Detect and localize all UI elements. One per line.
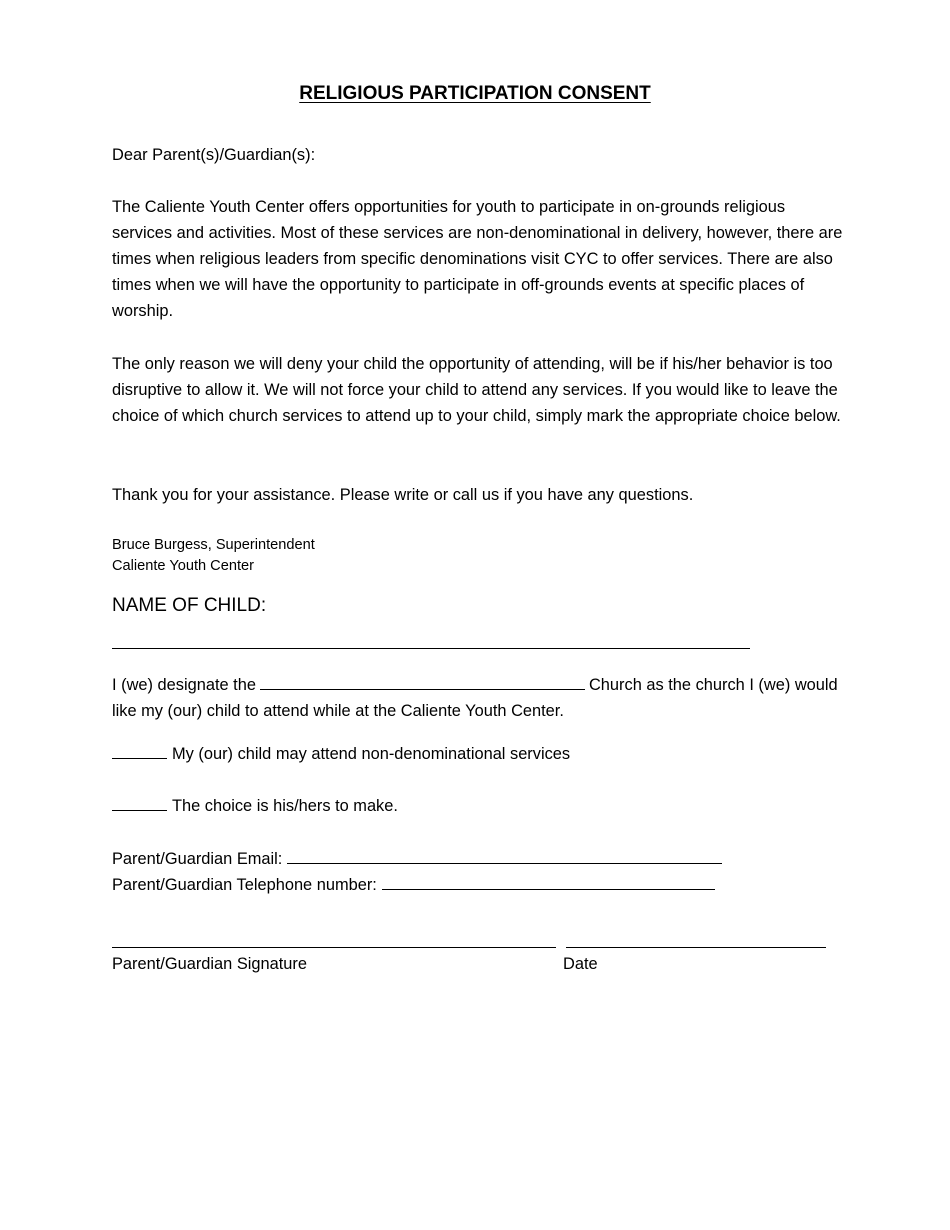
date-field[interactable] — [566, 947, 826, 948]
nondenominational-mark-field[interactable] — [112, 744, 167, 759]
signature-field[interactable] — [112, 947, 556, 948]
designate-suffix: Church as the church I (we) would like my (our) child to attend while at the Caliente Youth Center. — [112, 676, 838, 720]
email-field[interactable] — [287, 849, 722, 864]
child-choice-mark-field[interactable] — [112, 796, 167, 811]
child-name-label: NAME OF CHILD: — [112, 595, 267, 616]
salutation: Dear Parent(s)/Guardian(s): — [112, 146, 316, 164]
church-designation-statement — [112, 672, 847, 724]
policy-paragraph: The only reason we will deny your child the opportunity of attending, will be if his/her behavior is too disruptive to allow it. We will not force your child to attend any services. If you would like to leave the choice of which church services to attend up to your child, simply mark the appropriate choice below. — [112, 355, 841, 425]
signer-organization: Caliente Youth Center — [112, 558, 254, 574]
email-label: Parent/Guardian Email: — [112, 850, 283, 868]
option-nondenominational-label: My (our) child may attend non-denominational services — [172, 745, 571, 763]
thanks-paragraph: Thank you for your assistance. Please write or call us if you have any questions. — [112, 486, 694, 504]
signature-label: Parent/Guardian Signature — [112, 955, 307, 973]
church-name-field[interactable] — [260, 675, 585, 690]
phone-row — [112, 872, 715, 898]
option-nondenominational — [112, 741, 570, 767]
document-title: RELIGIOUS PARTICIPATION CONSENT — [299, 83, 651, 104]
phone-label: Parent/Guardian Telephone number: — [112, 876, 377, 894]
signer-name: Bruce Burgess, Superintendent — [112, 537, 315, 553]
phone-field[interactable] — [382, 875, 715, 890]
designate-prefix: I (we) designate the — [112, 676, 256, 694]
intro-paragraph: The Caliente Youth Center offers opportunities for youth to participate in on-grounds religious services and activities. Most of these services are non-denominational in delivery, however, there are times when religious leaders from specific denominations visit CYC to offer services. There are also times when we will have the opportunity to participate in off-grounds events at specific places of worship. — [112, 198, 843, 320]
email-row — [112, 846, 722, 872]
child-name-field[interactable] — [112, 648, 750, 649]
option-child-choice-label: The choice is his/hers to make. — [172, 797, 398, 815]
date-label: Date — [563, 955, 598, 973]
superintendent-signature-block — [112, 535, 315, 577]
option-child-choice — [112, 793, 398, 819]
